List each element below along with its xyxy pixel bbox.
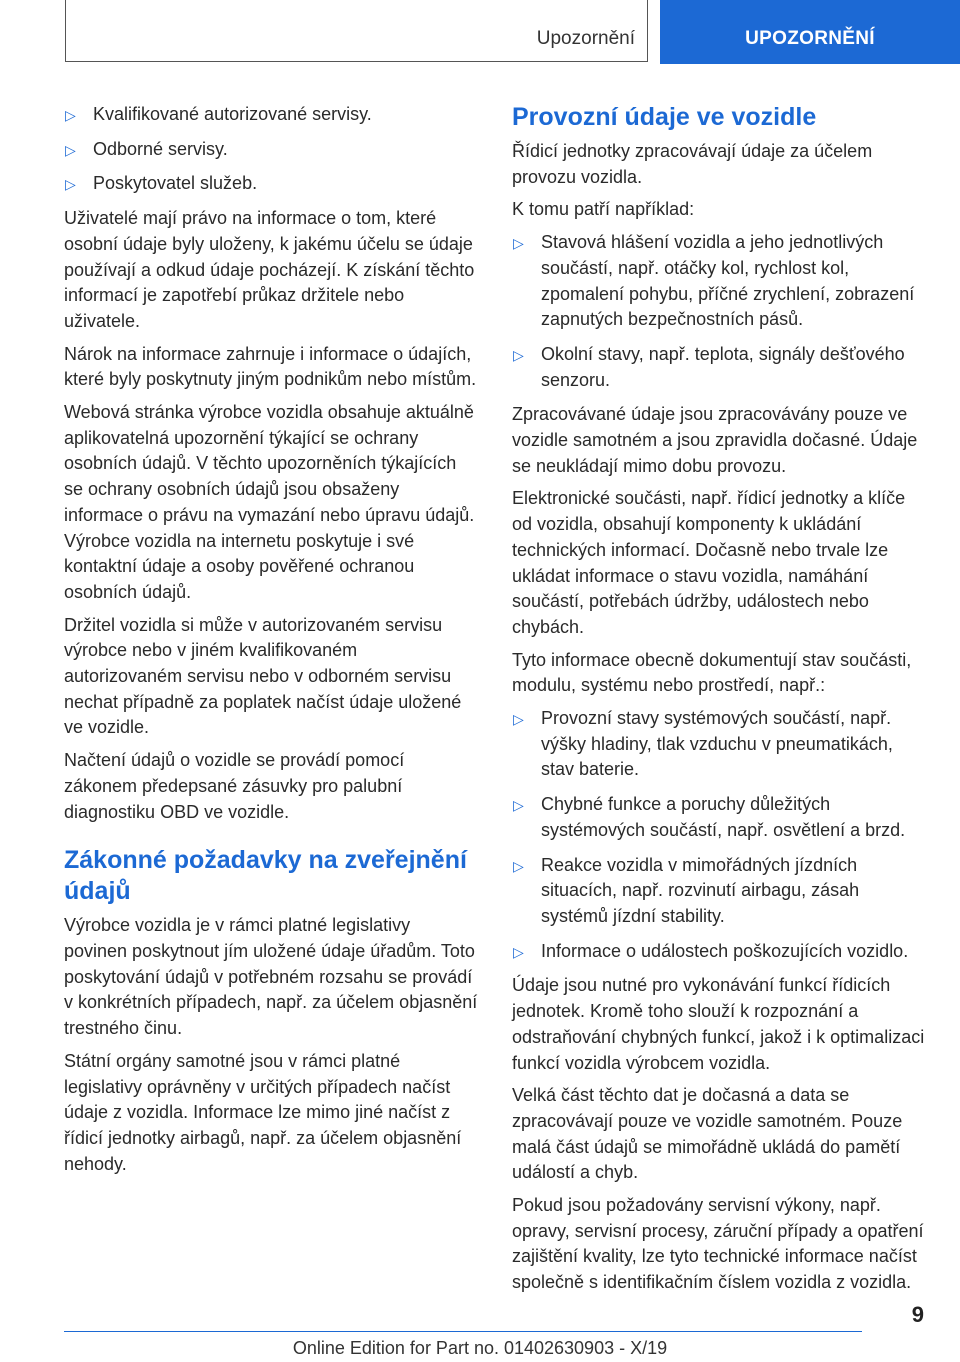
- page-number: 9: [911, 1302, 924, 1327]
- paragraph: Načtení údajů o vozidle se provádí pomocí zákonem předepsané zásuvky pro palubní diagnostiku OBD ve vozidle.: [64, 750, 405, 822]
- bullet-list-states: [512, 706, 926, 964]
- list-item: ▷ Provozní stavy systémových součástí, např. výšky hladiny, tlak vzduchu v pneumatikách, stav baterie.: [512, 706, 926, 783]
- footer-divider: [64, 1331, 862, 1332]
- paragraph: Uživatelé mají právo na informace o tom, které osobní údaje byly uloženy, k jakému účelu se údaje používají a odkud údaje pocházejí. K získání těchto informací je zapotřebí průkaz držitele nebo uživatele.: [64, 208, 475, 331]
- paragraph: Tyto informace obecně dokumentují stav součásti, modulu, systému nebo prostředí, např.:: [512, 649, 912, 696]
- paragraph: Řídicí jednotky zpracovávají údaje za účelem provozu vozidla.: [512, 141, 873, 187]
- paragraph: Údaje jsou nutné pro vykonávání funkcí řídicích jednotek. Kromě toho slouží k rozpoznání a odstraňování chybných funkcí, jakož i k optimalizaci funkcí vozidla výrobcem vozidla.: [512, 975, 925, 1073]
- list-item: ▷ Stavová hlášení vozidla a jeho jednotlivých součástí, např. otáčky kol, rychlost kol, zpomalení pohybu, příčné zrychlení, zobrazení zapnutých bezpečnostních pásů.: [512, 230, 926, 333]
- paragraph: Velká část těchto dat je dočasná a data se zpracovávají pouze ve vozidle samotném. Pouze malá část údajů se mimořádně ukládá do pamětí událostí a chyb.: [512, 1085, 903, 1183]
- paragraph: Pokud jsou požadovány servisní výkony, např. opravy, servisní procesy, záruční případy a opatření zajištění kvality, lze tyto technické informace načíst společně s identifikačním číslem vozidla z vozidla.: [512, 1195, 924, 1293]
- list-item: ▷ Kvalifikované autorizované servisy.: [64, 102, 478, 128]
- bullet-list-service: [64, 102, 478, 197]
- right-column: [512, 102, 926, 1303]
- edition-note: Online Edition for Part no. 01402630903 - X/19: [292, 1338, 668, 1358]
- paragraph: Webová stránka výrobce vozidla obsahuje aktuálně aplikovatelná upozornění týkající se ochrany osobních údajů. V těchto upozorněních týkajících se ochrany osobních údajů jsou obsaženy informace o právu na vymazání nebo úpravu údajů. Výrobce vozidla na internetu poskytuje i své kontaktní údaje a osoby pověřené ochranou osobních údajů.: [64, 402, 475, 602]
- section-heading-legal: Zákonné požadavky na zveřejnění údajů: [64, 846, 467, 906]
- chapter-tab: [660, 0, 960, 64]
- chapter-title: UPOZORNĚNÍ: [745, 28, 875, 49]
- section-heading-operating-data: Provozní údaje ve vozidle: [512, 103, 817, 131]
- bullet-list-examples: [512, 230, 926, 393]
- header-frame: [65, 0, 648, 62]
- list-item: ▷ Okolní stavy, např. teplota, signály dešťového senzoru.: [512, 342, 926, 393]
- list-item: ▷ Poskytovatel služeb.: [64, 171, 478, 197]
- left-column: [64, 102, 478, 1184]
- paragraph: Zpracovávané údaje jsou zpracovávány pouze ve vozidle samotném a jsou zpravidla dočasné. Údaje se neukládají mimo dobu provozu.: [512, 404, 918, 476]
- paragraph: Nárok na informace zahrnuje i informace o údajích, které byly poskytnuty jiným podnikům nebo místům.: [64, 343, 477, 390]
- list-item: ▷ Reakce vozidla v mimořádných jízdních situacích, např. rozvinutí airbagu, zásah systémů jízdní stability.: [512, 853, 926, 930]
- list-item: ▷ Chybné funkce a poruchy důležitých systémových součástí, např. osvětlení a brzd.: [512, 792, 926, 843]
- list-item: ▷ Informace o událostech poškozujících vozidlo.: [512, 939, 926, 965]
- paragraph: Elektronické součásti, např. řídicí jednotky a klíče od vozidla, obsahují komponenty k ukládání technických informací. Dočasně nebo trvale lze ukládat informace o stavu vozidla, namáhání součástí, potřebách údržby, událostech nebo chybách.: [512, 488, 906, 637]
- paragraph: K tomu patří například:: [512, 199, 695, 220]
- paragraph: Výrobce vozidla je v rámci platné legislativy povinen poskytnout jím uložené údaje úřadům. Toto poskytování údajů v potřebném rozsahu se provádí v konkrétních případech, např. za účelem objasnění trestného činu.: [64, 915, 478, 1039]
- section-title: Upozornění: [536, 28, 635, 49]
- paragraph: Držitel vozidla si může v autorizovaném servisu výrobce nebo v jiném kvalifikovaném autorizovaném servisu nebo v odborném servisu nechat případně za poplatek načíst údaje uložené ve vozidle.: [64, 614, 462, 738]
- list-item: ▷ Odborné servisy.: [64, 137, 478, 163]
- paragraph: Státní orgány samotné jsou v rámci platné legislativy oprávněny v určitých případech načíst údaje z vozidla. Informace lze mimo jiné načíst z řídicí jednotky airbagů, např. za účelem objasnění nehody.: [64, 1050, 462, 1174]
